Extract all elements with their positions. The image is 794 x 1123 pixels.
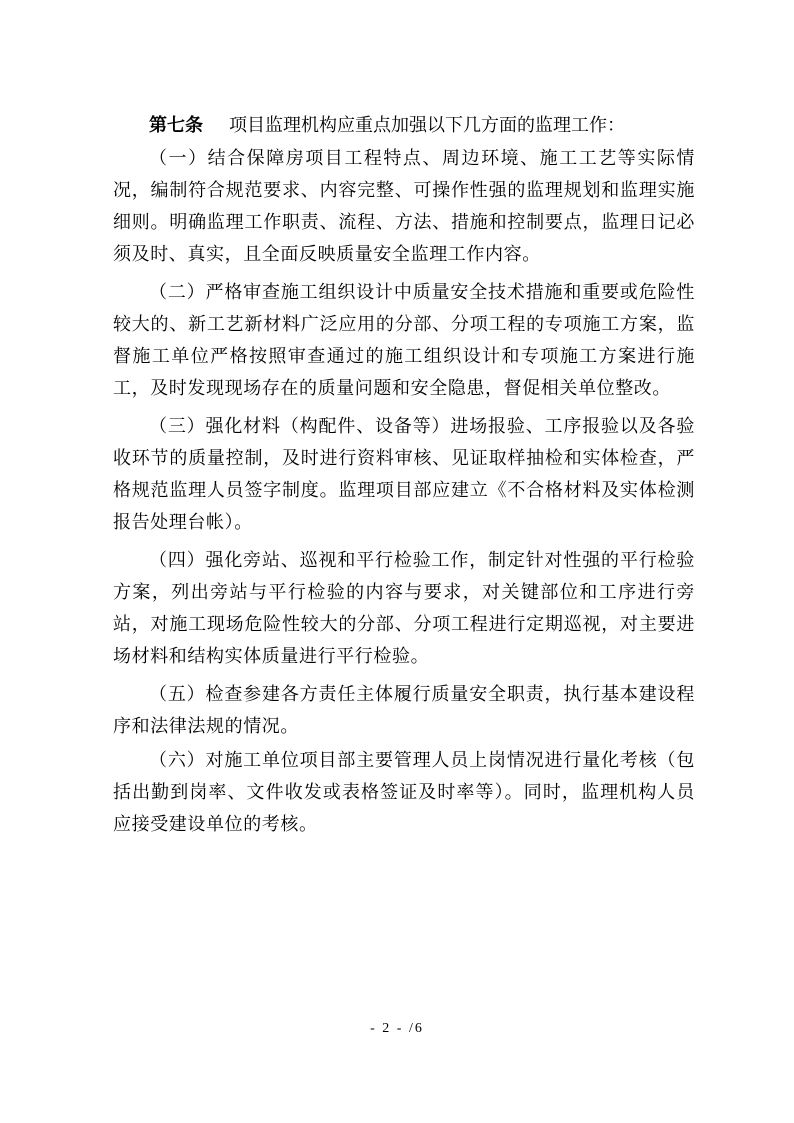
article-title: 项目监理机构应重点加强以下几方面的监理工作： [229, 115, 625, 136]
paragraph-3: （三）强化材料（构配件、设备等）进场报验、工序报验以及各验收环节的质量控制，及时进行资料审核、见证取样抽检和实体检查，严格规范监理人员签字制度。监理项目部应建立《不合格材料及实体检测报告处理台帐）。 [113, 416, 695, 533]
paragraph-1: （一）结合保障房项目工程特点、周边环境、施工工艺等实际情况，编制符合规范要求、内容完整、可操作性强的监理规划和监理实施细则。明确监理工作职责、流程、方法、措施和控制要点，监理日记必须及时、真实，且全面反映质量安全监理工作内容。 [113, 148, 695, 265]
paragraph-5: （五）检查参建各方责任主体履行质量安全职责，执行基本建设程序和法律法规的情况。 [113, 684, 695, 737]
article-heading [113, 110, 695, 142]
page-number: - 2 - /6 [370, 1021, 424, 1036]
paragraph-2: （二）严格审查施工组织设计中质量安全技术措施和重要或危险性较大的、新工艺新材料广泛应用的分部、分项工程的专项施工方案，监督施工单位严格按照审查通过的施工组织设计和专项施工方案进行施工，及时发现现场存在的质量问题和安全隐患，督促相关单位整改。 [113, 282, 695, 399]
paragraph-4: （四）强化旁站、巡视和平行检验工作，制定针对性强的平行检验方案，列出旁站与平行检验的内容与要求，对关键部位和工序进行旁站，对施工现场危险性较大的分部、分项工程进行定期巡视，对主要进场材料和结构实体质量进行平行检验。 [113, 550, 695, 667]
paragraph-6: （六）对施工单位项目部主要管理人员上岗情况进行量化考核（包括出勤到岗率、文件收发或表格签证及时率等）。同时，监理机构人员应接受建设单位的考核。 [113, 750, 695, 835]
document-body [113, 110, 695, 847]
article-number: 第七条 [149, 115, 203, 136]
